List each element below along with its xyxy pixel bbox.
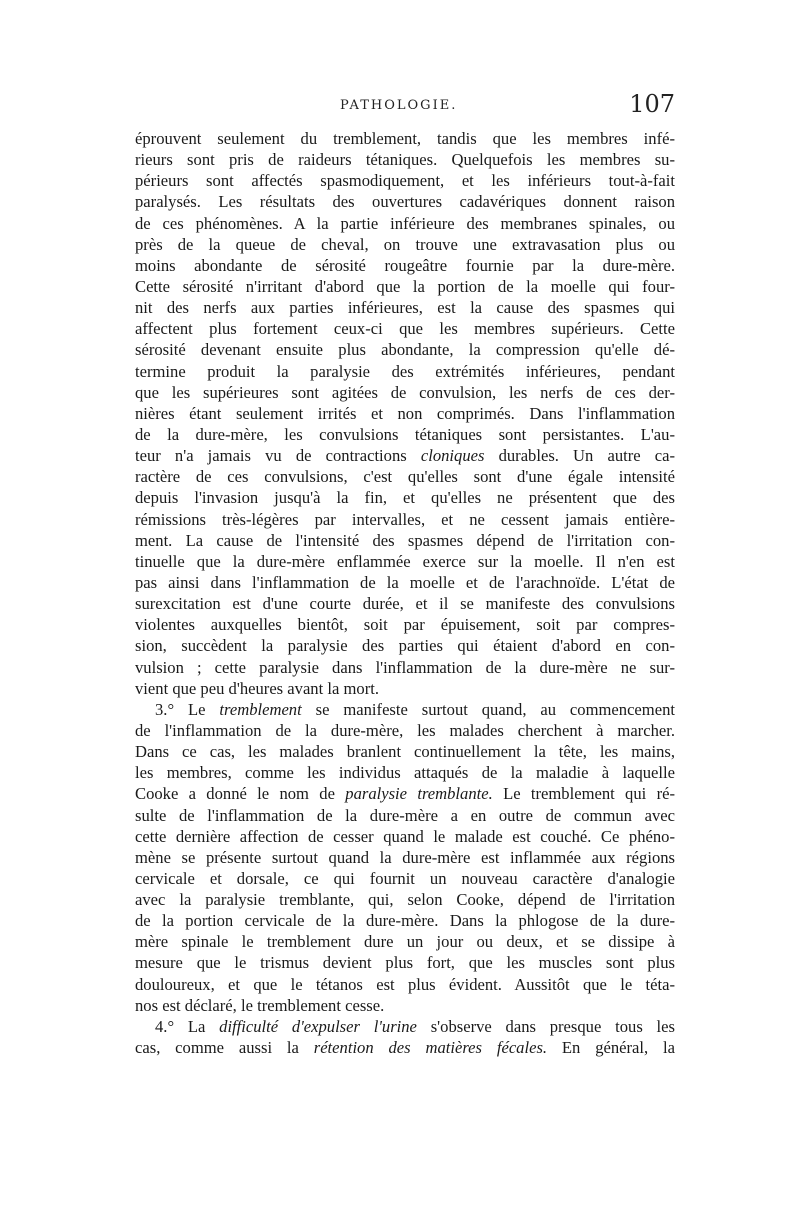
text-line: cette dernière affection de cesser quand le malade est couché. Ce phéno-	[135, 826, 675, 846]
text-line: depuis l'invasion jusqu'à la fin, et qu'elles ne présentent que des	[135, 488, 675, 508]
text-line: ment. La cause de l'intensité des spasmes dépend de l'irritation con-	[135, 530, 675, 550]
text-line: rémissions très-légères par intervalles, et ne cessent jamais entière-	[135, 509, 675, 529]
text-line: tinuelle que la dure-mère enflammée exerce sur la moelle. Il n'en est	[135, 551, 675, 571]
text-line: moins abondante de sérosité rougeâtre fournie par la dure-mère.	[135, 255, 675, 275]
italic-term: rétention des matières fécales.	[313, 1038, 548, 1058]
text-run: durables. Un autre ca-	[484, 446, 675, 466]
italic-term: cloniques	[420, 446, 485, 466]
text-line: de ces phénomènes. A la partie inférieure des membranes spinales, ou	[135, 213, 675, 233]
italic-term: tremblement	[219, 699, 302, 719]
text-line: violentes auxquelles bientôt, soit par épuisement, soit par compres-	[135, 615, 675, 635]
text-run: cas, comme aussi la	[135, 1038, 314, 1058]
text-line	[135, 699, 675, 720]
text-line: sion, succèdent la paralysie des parties qui étaient d'abord en con-	[135, 636, 675, 656]
text-line: de l'inflammation de la dure-mère, les malades cherchent à marcher.	[135, 720, 675, 740]
text-line	[135, 445, 675, 466]
text-line: nit des nerfs aux parties inférieures, est la cause des spasmes qui	[135, 298, 675, 318]
text-line: que les supérieures sont agitées de convulsion, les nerfs de ces der-	[135, 382, 675, 402]
text-line: vulsion ; cette paralysie dans l'inflammation de la dure-mère ne sur-	[135, 657, 675, 677]
text-line: Dans ce cas, les malades branlent continuellement la tête, les mains,	[135, 742, 675, 762]
italic-term: paralysie tremblante.	[345, 784, 493, 804]
text-line	[135, 783, 675, 804]
text-line: avec la paralysie tremblante, qui, selon Cooke, dépend de l'irritation	[135, 890, 675, 910]
text-run: se manifeste surtout quand, au commencement	[301, 699, 675, 719]
text-line: sérosité devenant ensuite plus abondante, la compression qu'elle dé-	[135, 340, 675, 360]
text-line: surexcitation est d'une courte durée, et il se manifeste des convulsions	[135, 594, 675, 614]
text-line: les membres, comme les individus attaqués de la maladie à laquelle	[135, 763, 675, 783]
text-line: paralysés. Les résultats des ouvertures cadavériques donnent raison	[135, 192, 675, 212]
running-title: PATHOLOGIE.	[340, 98, 458, 113]
text-line: rieurs sont pris de raideurs tétaniques. Quelquefois les membres su-	[135, 150, 675, 170]
text-run: Le tremblement qui ré-	[492, 784, 675, 804]
body-text	[135, 128, 675, 1058]
text-run: s'observe dans presque tous les	[416, 1016, 675, 1036]
text-line: mène se présente surtout quand la dure-mère est inflammée aux régions	[135, 847, 675, 867]
text-line: mère spinale le tremblement dure un jour ou deux, et se dissipe à	[135, 932, 675, 952]
text-line: mesure que le trismus devient plus fort, que les muscles sont plus	[135, 953, 675, 973]
text-line: pas ainsi dans l'inflammation de la moelle et de l'arachnoïde. L'état de	[135, 572, 675, 592]
text-line: ractère de ces convulsions, c'est qu'elles sont d'une égale intensité	[135, 467, 675, 487]
text-line: périeurs sont affectés spasmodiquement, et les inférieurs tout-à-fait	[135, 171, 675, 191]
text-line: de la dure-mère, les convulsions tétaniques sont persistantes. L'au-	[135, 424, 675, 444]
text-run: Cooke a donné le nom de	[135, 784, 346, 804]
text-line	[135, 1016, 675, 1037]
text-line: affectent plus fortement ceux-ci que les membres supérieurs. Cette	[135, 319, 675, 339]
text-line: nières étant seulement irrités et non comprimés. Dans l'inflammation	[135, 403, 675, 423]
running-head	[135, 90, 675, 126]
text-line: termine produit la paralysie des extrémités inférieures, pendant	[135, 361, 675, 381]
text-run: teur n'a jamais vu de contractions	[135, 446, 421, 466]
text-line: cervicale et dorsale, ce qui fournit un nouveau caractère d'analogie	[135, 868, 675, 888]
text-run: En général, la	[547, 1038, 675, 1058]
text-line	[135, 1037, 675, 1058]
text-run: 4.° La	[155, 1016, 220, 1036]
text-line: douloureux, et que le tétanos est plus évident. Aussitôt que le téta-	[135, 974, 675, 994]
text-line: près de la queue de cheval, on trouve une extravasation plus ou	[135, 234, 675, 254]
text-line: sulte de l'inflammation de la dure-mère a en outre de commun avec	[135, 805, 675, 825]
italic-term: difficulté d'expulser l'urine	[219, 1016, 417, 1036]
page-number: 107	[629, 90, 675, 118]
text-line: vient que peu d'heures avant la mort.	[135, 678, 379, 698]
text-line: nos est déclaré, le tremblement cesse.	[135, 995, 385, 1015]
text-line: de la portion cervicale de la dure-mère. Dans la phlogose de la dure-	[135, 911, 675, 931]
text-line: Cette sérosité n'irritant d'abord que la portion de la moelle qui four-	[135, 276, 675, 296]
text-run: 3.° Le	[155, 699, 220, 719]
text-line: éprouvent seulement du tremblement, tandis que les membres infé-	[135, 129, 675, 148]
